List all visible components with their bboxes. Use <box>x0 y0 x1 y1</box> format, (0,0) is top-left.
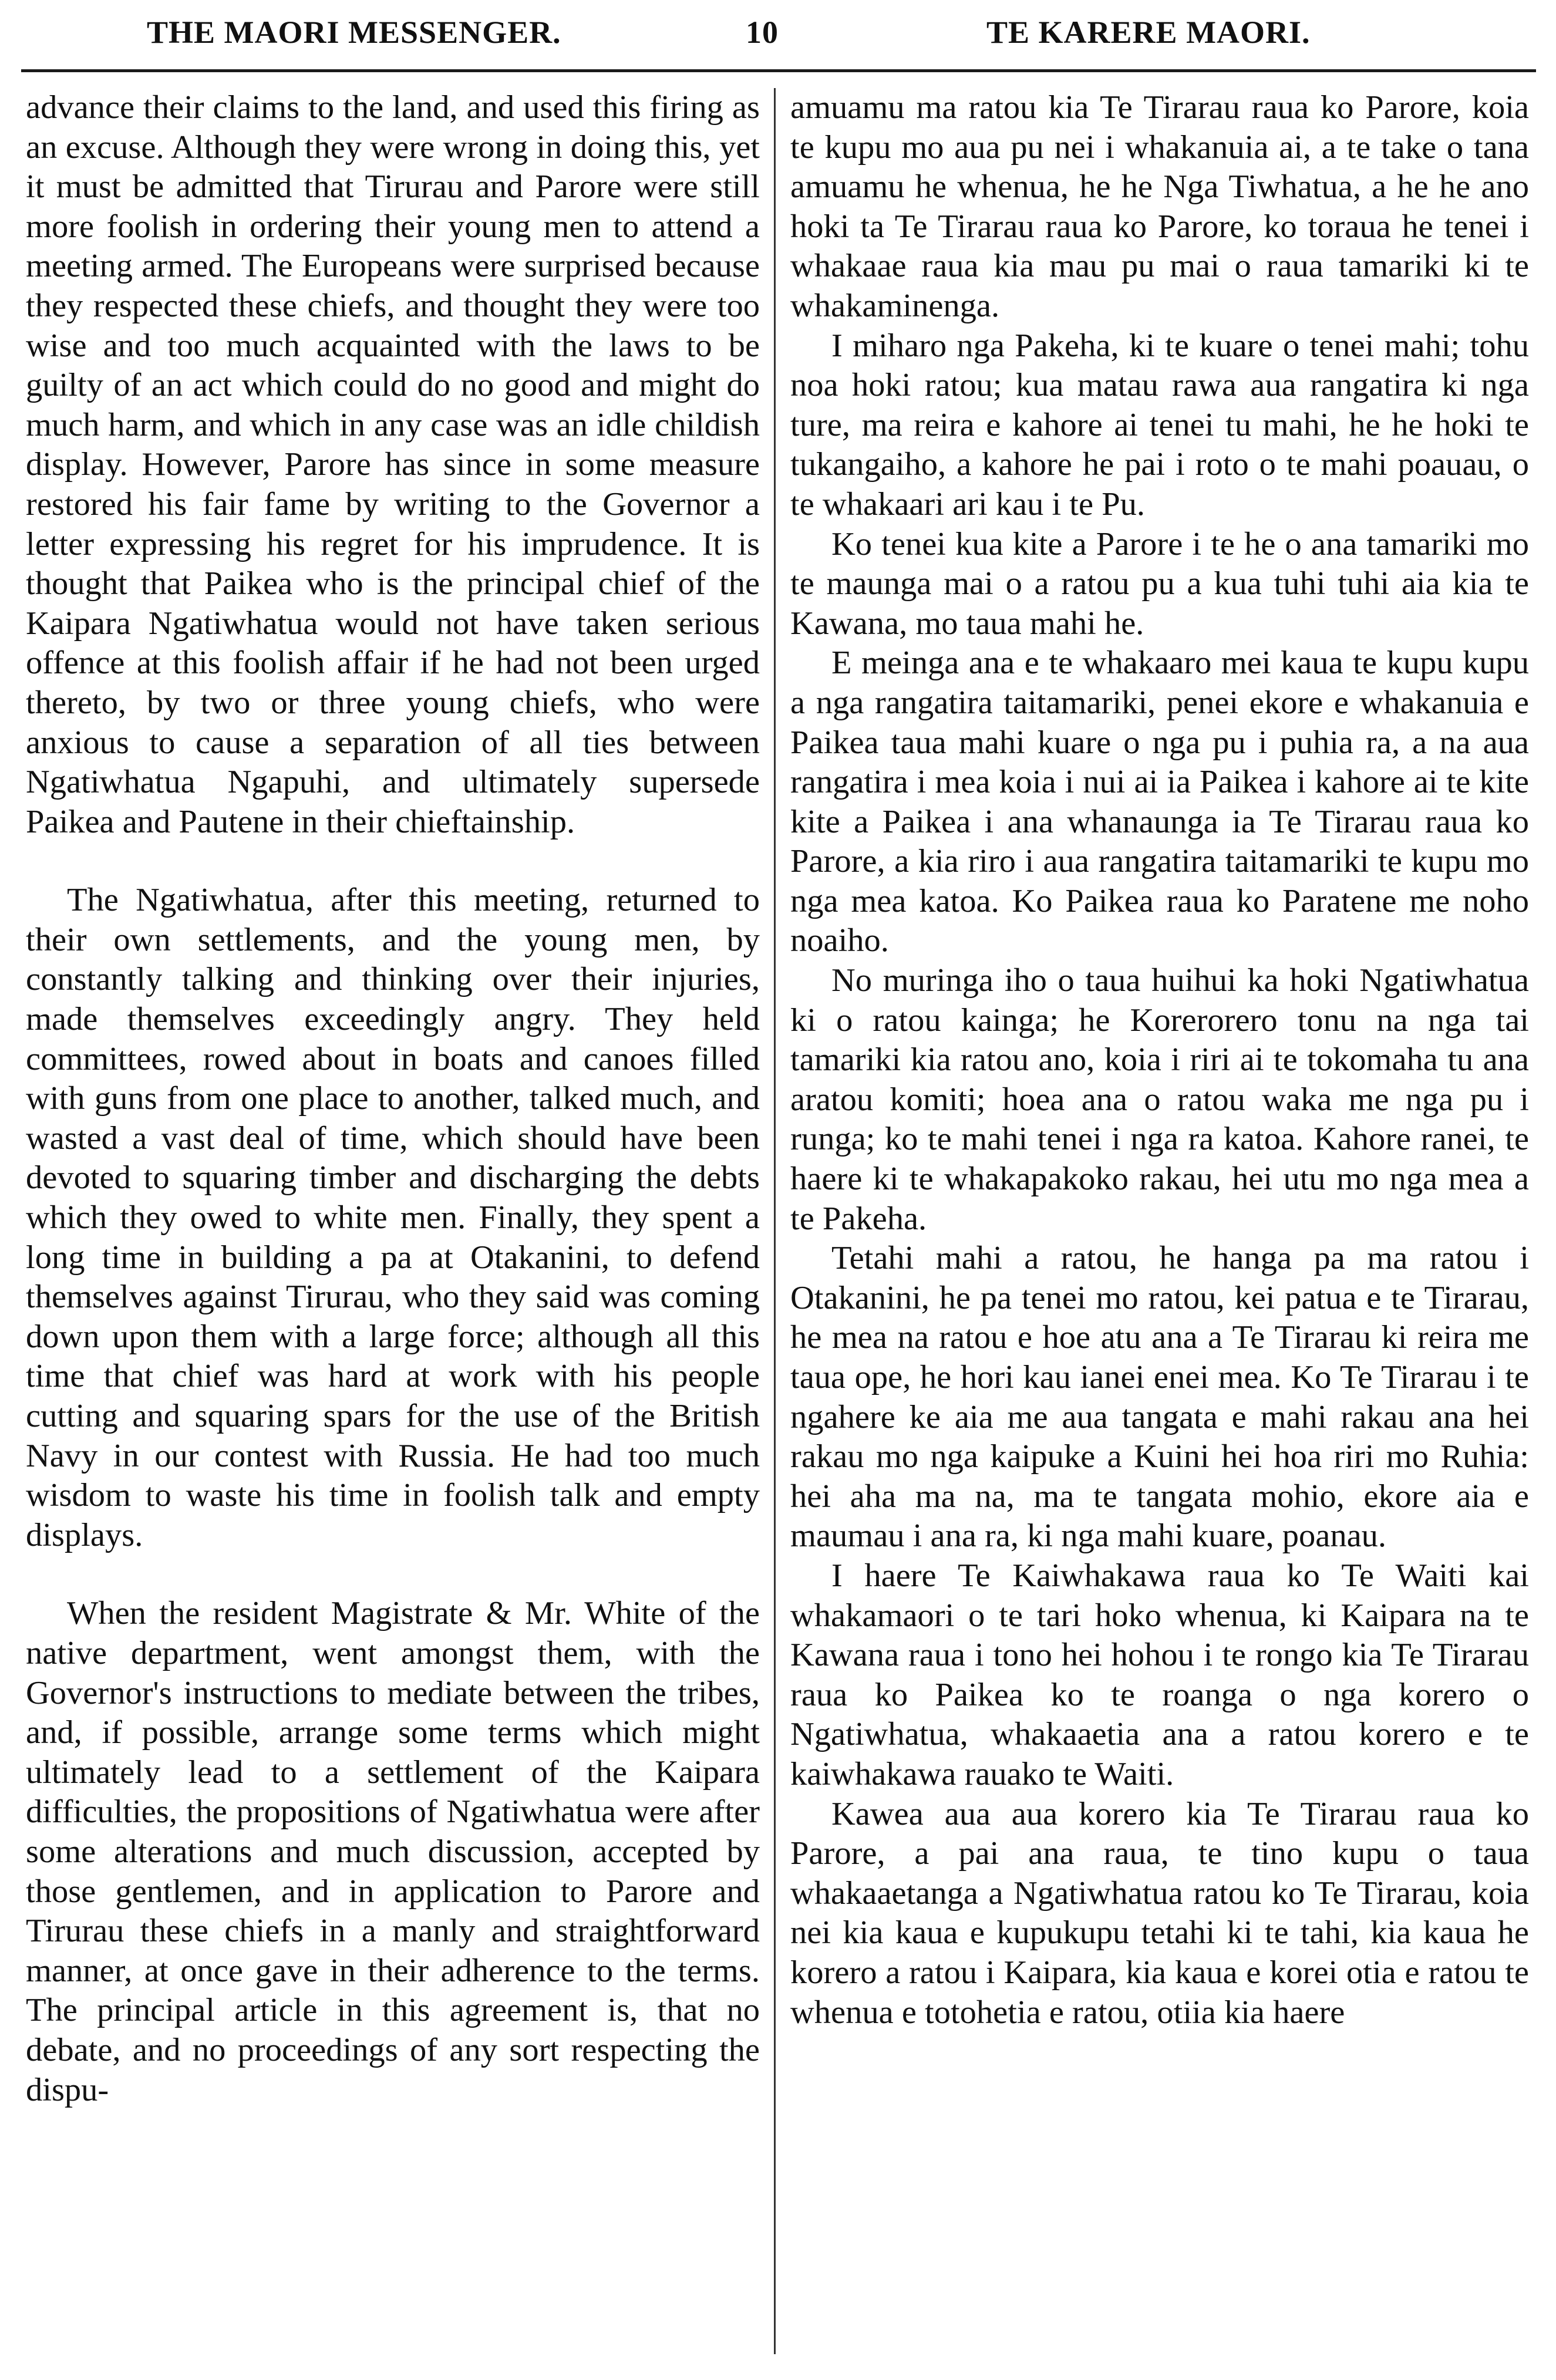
maori-paragraph-5: No muringa iho o taua huihui ka hoki Ngatiwhatua ki o ratou kainga; he Korerorero tonu na nga tai tamariki kia ratou ano, koia i riri ai te tokomaha tu ana aratou komiti; hoea ana o ratou waka me nga pu i runga; ko te mahi tenei i nga ra katoa. Kahore ranei, te haere ki te whakapakoko rakau, hei utu mo nga mea a te Pakeha. <box>790 962 1529 1237</box>
maori-paragraph-1: amuamu ma ratou kia Te Tirarau raua ko Parore, koia te kupu mo aua pu nei i whakanuia ai, a te take o tana amuamu he whenua, he he Nga Tiwhatua, a he he ano hoki ta Te Tirarau raua ko Parore, ko toraua he tenei i whakaae raua kia mau pu mai o raua tamariki ki te whakaminenga. <box>790 89 1529 324</box>
maori-paragraph-3: Ko tenei kua kite a Parore i te he o ana tamariki mo te maunga mai o a ratou pu a kua tuhi tuhi aia kia te Kawana, mo taua mahi he. <box>790 525 1529 642</box>
maori-paragraph-6: Tetahi mahi a ratou, he hanga pa ma ratou i Otakanini, he pa tenei mo ratou, kei patua e te Tirarau, he mea na ratou e hoe atu ana a Te Tirarau ki reira me taua ope, he hori kau ianei enei mea. Ko Te Tirarau i te ngahere ke aia me aua tangata e mahi rakau ana hei rakau mo nga kaipuke a Kuini hei hoa riri mo Ruhia: hei aha ma na, ma te tangata mohio, ekore aia e maumau i ana ra, ki nga mahi kuare, poanau. <box>790 1240 1529 1555</box>
maori-masthead: TE KARERE MAORI. <box>986 15 1311 50</box>
maori-paragraph-7: I haere Te Kaiwhakawa raua ko Te Waiti kai whakamaori o te tari hoko whenua, ki Kaipara na te Kawana raua i tono hei hohou i te rongo kia Te Tirarau raua ko Paikea ko te roanga o nga korero o Ngatiwhatua, whakaaetia ana a ratou korero e te kaiwhakawa rauako te Waiti. <box>790 1557 1529 1792</box>
maori-paragraph-2: I miharo nga Pakeha, ki te kuare o tenei mahi; tohu noa hoki ratou; kua matau rawa aua rangatira ki nga ture, ma reira e kahore ai tenei tu mahi, he he hoki te tukangaiho, a kahore he pai i roto o te mahi poauau, o te whakaari ari kau i te Pu. <box>790 327 1529 522</box>
maori-paragraph-8: Kawea aua aua korero kia Te Tirarau raua ko Parore, a pai ana raua, te tino kupu o taua whakaaetanga a Ngatiwhatua ratou ko Te Tirarau, koia nei kia kaua e kupukupu tetahi ki te tahi, kia kaua he korero a ratou i Kaipara, kia kaua e korei otia e ratou te whenua e totohetia e ratou, otiia kia haere <box>790 1795 1529 2031</box>
maori-column <box>790 88 1529 2032</box>
header-rule <box>21 69 1536 72</box>
english-masthead: THE MAORI MESSENGER. <box>147 15 561 50</box>
english-paragraph-1: advance their claims to the land, and used this firing as an excuse. Although they were wrong in doing this, yet it must be admitted that Tirurau and Parore were still more foolish in ordering their young men to attend a meeting armed. The Europeans were surprised because they respected these chiefs, and thought they were too wise and too much acquainted with the laws to be guilty of an act which could do no good and might do much harm, and which in any case was an idle childish display. However, Parore has since in some measure restored his fair fame by writing to the Governor a letter expressing his regret for his imprudence. It is thought that Paikea who is the principal chief of the Kaipara Ngatiwhatua would not have taken serious offence at this foolish affair if he had not been urged thereto, by two or three young chiefs, who were anxious to cause a separation of all ties between Ngatiwhatua Ngapuhi, and ultimately supersede Paikea and Pautene in their chieftainship. <box>26 89 760 840</box>
column-divider <box>774 88 776 2354</box>
page-header <box>0 11 1556 67</box>
english-column <box>26 88 760 2110</box>
english-paragraph-2: The Ngatiwhatua, after this meeting, returned to their own settlements, and the young men, by constantly talking and thinking over their injuries, made themselves exceedingly angry. They held committees, rowed about in boats and canoes filled with guns from one place to another, talked much, and wasted a vast deal of time, which should have been devoted to squaring timber and discharging the debts which they owed to white men. Finally, they spent a long time in building a pa at Otakanini, to defend themselves against Tirurau, who they said was coming down upon them with a large force; although all this time that chief was hard at work with his people cutting and squaring spars for the use of the British Navy in our contest with Russia. He had too much wisdom to waste his time in foolish talk and empty displays. <box>26 882 760 1553</box>
maori-paragraph-4: E meinga ana e te whakaaro mei kaua te kupu kupu a nga rangatira taitamariki, penei ekore e whakanuia e Paikea taua mahi kuare o nga pu i puhia ra, a na aua rangatira i mea koia i nui ai ia Paikea i kahore ai te kite kite a Paikea i ana whanaunga ia Te Tirarau raua ko Parore, a kia riro i aua rangatira taitamariki te kupu mo nga mea katoa. Ko Paikea raua ko Paratene me noho noaiho. <box>790 645 1529 959</box>
page-number: 10 <box>746 15 779 50</box>
english-paragraph-3: When the resident Magistrate & Mr. White of the native department, went amongst them, with the Governor's instructions to mediate between the tribes, and, if possible, arrange some terms which might ultimately lead to a settlement of the Kaipara difficulties, the propositions of Ngatiwhatua were after some alterations and much discussion, accepted by those gentlemen, and in application to Parore and Tirurau these chiefs in a manly and straightforward manner, at once gave in their adherence to the terms. The principal article in this agreement is, that no debate, and no proceedings of any sort respecting the dispu- <box>26 1595 760 2108</box>
